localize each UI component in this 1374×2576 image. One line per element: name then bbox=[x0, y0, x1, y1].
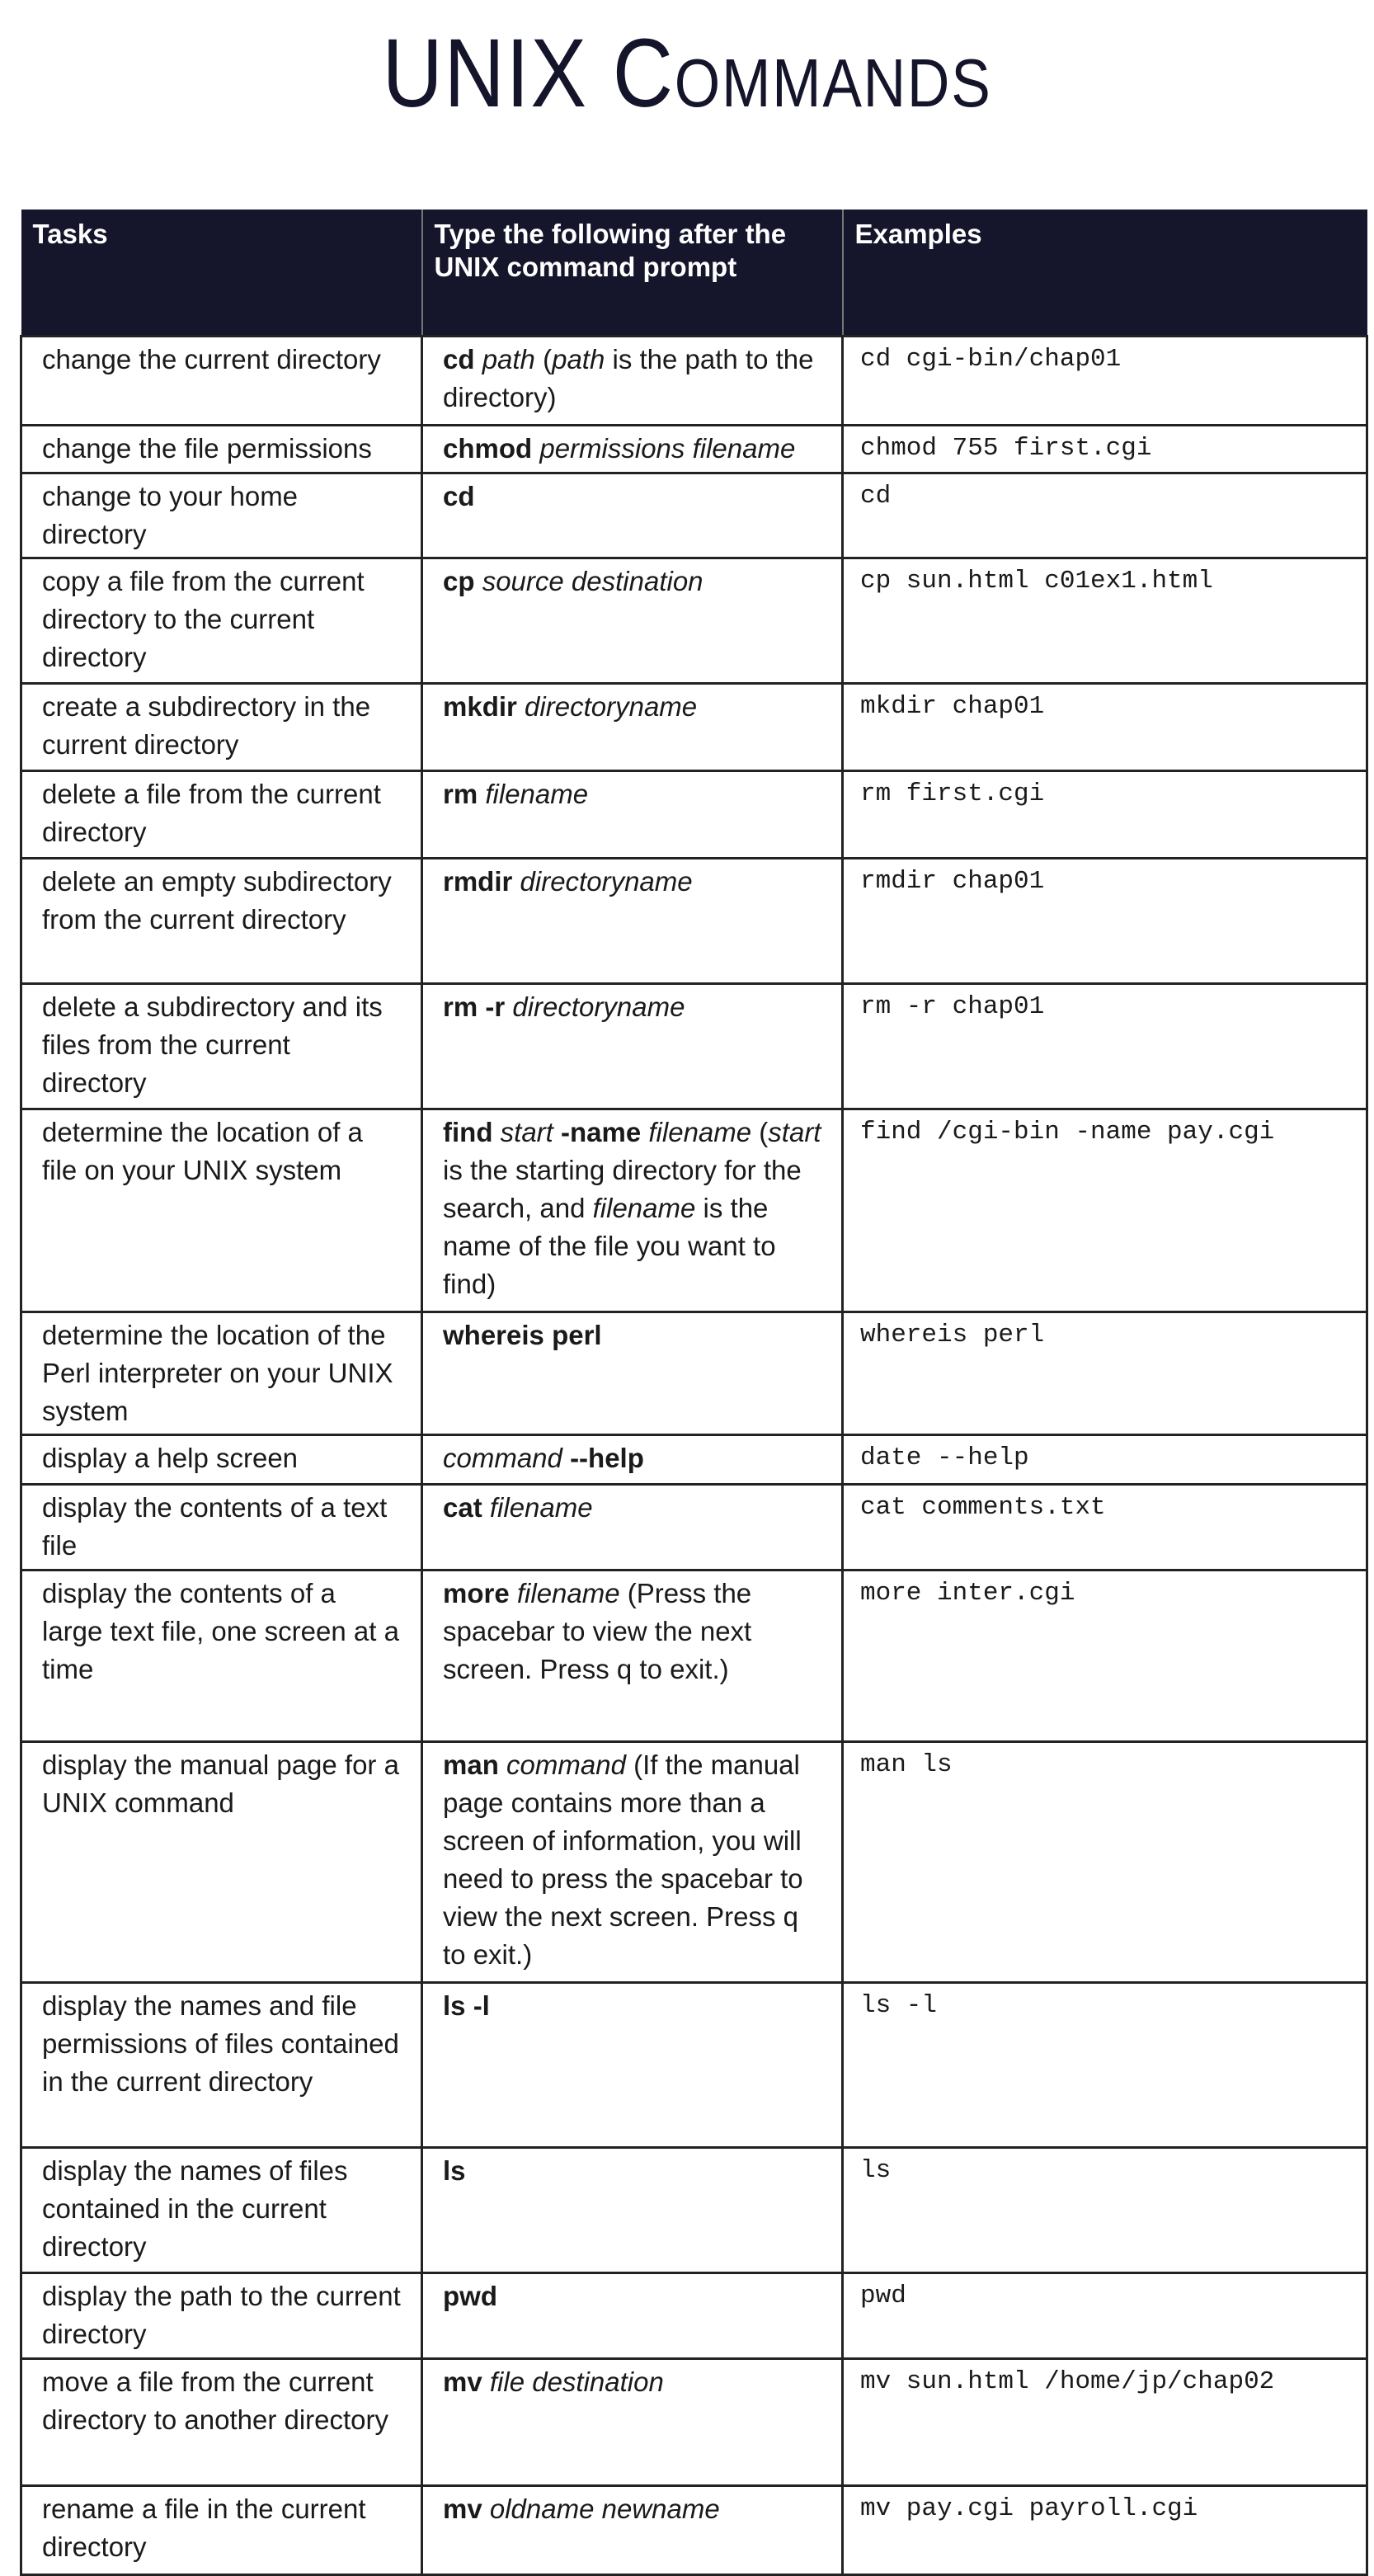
task-cell: move a file from the current directory to another directory bbox=[21, 2359, 422, 2486]
header-examples: Examples bbox=[843, 210, 1367, 337]
command-cell bbox=[422, 1109, 843, 1312]
command-cell bbox=[422, 426, 843, 473]
example-cell: rmdir chap01 bbox=[843, 859, 1367, 984]
task-cell: change to your home directory bbox=[21, 473, 422, 558]
table-row bbox=[21, 684, 1367, 771]
table-row bbox=[21, 859, 1367, 984]
command-segment: filename bbox=[489, 1492, 593, 1523]
table-row bbox=[21, 473, 1367, 558]
command-segment: chmod bbox=[443, 433, 540, 464]
example-cell: ls bbox=[843, 2148, 1367, 2273]
page-title: UNIX Commands bbox=[382, 19, 992, 128]
command-segment: pwd bbox=[443, 2281, 497, 2311]
header-row bbox=[21, 210, 1367, 337]
command-cell bbox=[422, 984, 843, 1109]
command-segment: cd bbox=[443, 481, 475, 511]
command-cell bbox=[422, 684, 843, 771]
command-cell bbox=[422, 2486, 843, 2575]
command-segment: mkdir bbox=[443, 691, 525, 722]
task-cell: create a subdirectory in the current directory bbox=[21, 684, 422, 771]
command-cell bbox=[422, 2273, 843, 2359]
command-segment: cat bbox=[443, 1492, 490, 1523]
example-cell: chmod 755 first.cgi bbox=[843, 426, 1367, 473]
header-tasks: Tasks bbox=[21, 210, 422, 337]
command-cell bbox=[422, 1983, 843, 2148]
table-row bbox=[21, 1435, 1367, 1485]
command-cell bbox=[422, 2148, 843, 2273]
task-cell: delete a file from the current directory bbox=[21, 771, 422, 859]
command-segment: file destination bbox=[489, 2366, 664, 2397]
example-cell: cp sun.html c01ex1.html bbox=[843, 558, 1367, 684]
command-segment: directoryname bbox=[520, 866, 693, 897]
command-segment: start bbox=[500, 1117, 562, 1147]
example-cell: pwd bbox=[843, 2273, 1367, 2359]
task-cell: display the manual page for a UNIX command bbox=[21, 1742, 422, 1983]
command-segment: more bbox=[443, 1578, 517, 1608]
command-segment: source destination bbox=[482, 566, 703, 596]
task-cell: display the names and file permissions of files contained in the current directory bbox=[21, 1983, 422, 2148]
example-cell: rm first.cgi bbox=[843, 771, 1367, 859]
command-segment: (Press the spacebar to view the next screen. Press q to exit.) bbox=[443, 1578, 760, 1684]
command-segment: man bbox=[443, 1750, 507, 1780]
command-segment: directoryname bbox=[512, 991, 685, 1022]
command-segment: cp bbox=[443, 566, 482, 596]
table-row bbox=[21, 1571, 1367, 1742]
command-segment: mv bbox=[443, 2366, 490, 2397]
command-segment: rmdir bbox=[443, 866, 520, 897]
example-cell: find /cgi-bin -name pay.cgi bbox=[843, 1109, 1367, 1312]
command-segment: command bbox=[443, 1443, 571, 1473]
task-cell: determine the location of the Perl interpreter on your UNIX system bbox=[21, 1312, 422, 1435]
example-cell: cd cgi-bin/chap01 bbox=[843, 337, 1367, 426]
table-row bbox=[21, 1983, 1367, 2148]
command-segment: start bbox=[768, 1117, 821, 1147]
command-segment: oldname newname bbox=[489, 2494, 720, 2524]
table-row bbox=[21, 2273, 1367, 2359]
example-cell: mv pay.cgi payroll.cgi bbox=[843, 2486, 1367, 2575]
task-cell: delete an empty subdirectory from the current directory bbox=[21, 859, 422, 984]
table-row bbox=[21, 2359, 1367, 2486]
table-row bbox=[21, 2486, 1367, 2575]
command-segment: permissions filename bbox=[539, 433, 796, 464]
table-row bbox=[21, 426, 1367, 473]
command-segment: is the starting directory for the search, and bbox=[443, 1117, 829, 1223]
command-segment: find bbox=[443, 1117, 501, 1147]
command-segment: filename bbox=[485, 779, 589, 809]
task-cell: rename a file in the current directory bbox=[21, 2486, 422, 2575]
command-segment: is the name of the file you want to find) bbox=[443, 1193, 783, 1299]
command-segment: filename bbox=[648, 1117, 752, 1147]
command-segment: ls bbox=[443, 2155, 466, 2186]
example-cell: cd bbox=[843, 473, 1367, 558]
example-cell: mv sun.html /home/jp/chap02 bbox=[843, 2359, 1367, 2486]
table-row bbox=[21, 337, 1367, 426]
command-cell bbox=[422, 1312, 843, 1435]
table-row bbox=[21, 2148, 1367, 2273]
task-cell: change the file permissions bbox=[21, 426, 422, 473]
command-segment: path bbox=[482, 344, 535, 374]
command-cell bbox=[422, 2359, 843, 2486]
table-row bbox=[21, 984, 1367, 1109]
command-segment: whereis perl bbox=[443, 1320, 602, 1350]
example-cell: more inter.cgi bbox=[843, 1571, 1367, 1742]
command-segment: is the path to the directory) bbox=[443, 344, 821, 412]
task-cell: display the contents of a large text file, one screen at a time bbox=[21, 1571, 422, 1742]
command-segment: command bbox=[506, 1750, 626, 1780]
command-segment: directoryname bbox=[525, 691, 698, 722]
command-segment: rm bbox=[443, 779, 486, 809]
command-segment: cd bbox=[443, 344, 482, 374]
command-cell bbox=[422, 771, 843, 859]
command-cell bbox=[422, 1435, 843, 1485]
command-segment: ( bbox=[534, 344, 553, 374]
example-cell: cat comments.txt bbox=[843, 1485, 1367, 1571]
header-command: Type the following after the UNIX command prompt bbox=[422, 210, 843, 337]
task-cell: determine the location of a file on your UNIX system bbox=[21, 1109, 422, 1312]
task-cell: change the current directory bbox=[21, 337, 422, 426]
table-row bbox=[21, 558, 1367, 684]
example-cell: mkdir chap01 bbox=[843, 684, 1367, 771]
command-segment: rm -r bbox=[443, 991, 513, 1022]
command-cell bbox=[422, 859, 843, 984]
command-segment: mv bbox=[443, 2494, 490, 2524]
command-segment: filename bbox=[516, 1578, 620, 1608]
command-cell bbox=[422, 1485, 843, 1571]
command-cell bbox=[422, 1571, 843, 1742]
table-row bbox=[21, 1109, 1367, 1312]
example-cell: man ls bbox=[843, 1742, 1367, 1983]
task-cell: display the contents of a text file bbox=[21, 1485, 422, 1571]
command-cell bbox=[422, 1742, 843, 1983]
command-segment: ( bbox=[751, 1117, 769, 1147]
example-cell: ls -l bbox=[843, 1983, 1367, 2148]
command-cell bbox=[422, 337, 843, 426]
task-cell: display the names of files contained in the current directory bbox=[21, 2148, 422, 2273]
command-segment: --help bbox=[570, 1443, 644, 1473]
table-row bbox=[21, 1742, 1367, 1983]
task-cell: display a help screen bbox=[21, 1435, 422, 1485]
example-cell: rm -r chap01 bbox=[843, 984, 1367, 1109]
example-cell: date --help bbox=[843, 1435, 1367, 1485]
unix-commands-table bbox=[20, 210, 1368, 2576]
table-row bbox=[21, 1485, 1367, 1571]
command-segment: (If the manual page contains more than a screen of information, you will need to press the spacebar to view the next screen. Press q to exit.) bbox=[443, 1750, 811, 1970]
command-segment: ls -l bbox=[443, 1990, 490, 2021]
table-row bbox=[21, 771, 1367, 859]
command-segment: path bbox=[552, 344, 605, 374]
task-cell: delete a subdirectory and its files from the current directory bbox=[21, 984, 422, 1109]
example-cell: whereis perl bbox=[843, 1312, 1367, 1435]
task-cell: copy a file from the current directory to the current directory bbox=[21, 558, 422, 684]
task-cell: display the path to the current directory bbox=[21, 2273, 422, 2359]
command-segment: filename bbox=[592, 1193, 696, 1223]
command-cell bbox=[422, 473, 843, 558]
command-segment: -name bbox=[561, 1117, 649, 1147]
table-row bbox=[21, 1312, 1367, 1435]
command-cell bbox=[422, 558, 843, 684]
